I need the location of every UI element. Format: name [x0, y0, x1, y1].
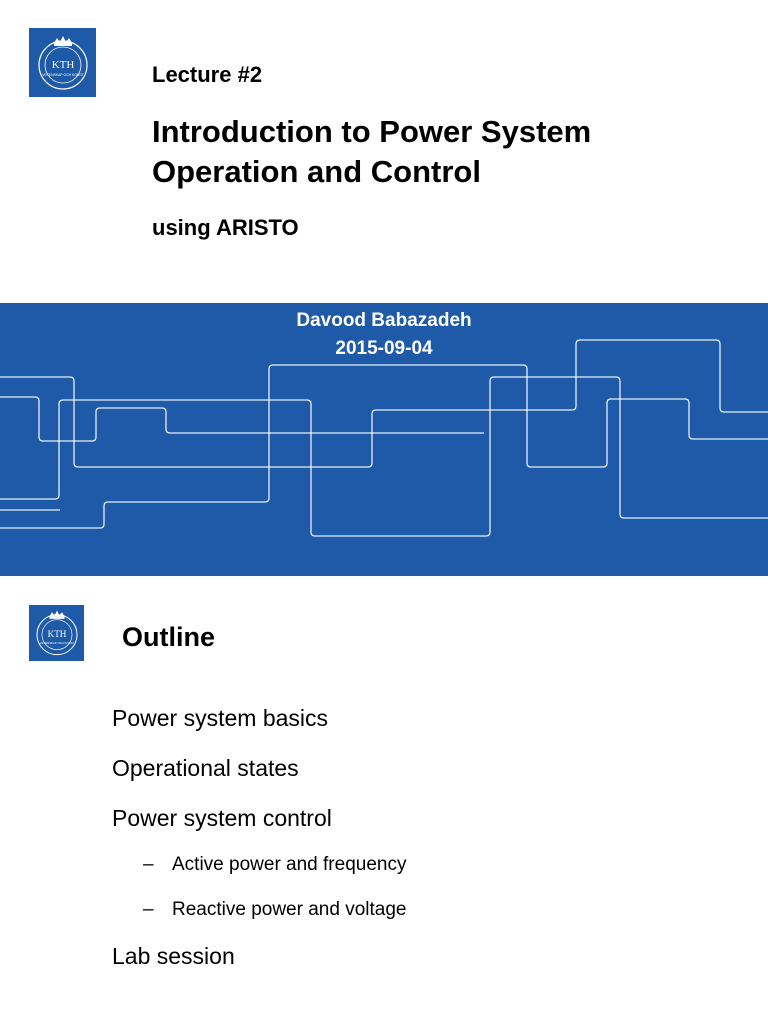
kth-logo-small — [29, 605, 84, 661]
title-line-1: Introduction to Power System — [152, 114, 592, 149]
kth-logo — [29, 28, 96, 97]
outline-item: Lab session — [112, 943, 235, 969]
title-line-2: Operation and Control — [152, 154, 481, 189]
outline-subitem — [143, 899, 406, 921]
lecture-subtitle: using ARISTO — [152, 215, 299, 240]
subitem-text: Active power and frequency — [172, 854, 407, 875]
outline-item: Operational states — [112, 755, 299, 781]
svg-text:VETENSKAP OCH KONST: VETENSKAP OCH KONST — [41, 72, 84, 77]
lecture-title — [152, 112, 732, 192]
outline-item: Power system control — [112, 805, 332, 831]
subitem-text: Reactive power and voltage — [172, 899, 407, 920]
dash-bullet: – — [143, 854, 154, 875]
svg-text:KTH: KTH — [47, 629, 66, 640]
lecture-date: 2015-09-04 — [335, 338, 433, 359]
kth-crest-icon — [33, 32, 93, 94]
dash-bullet: – — [143, 899, 154, 920]
author-name: Davood Babazadeh — [296, 310, 472, 331]
svg-text:KTH: KTH — [51, 58, 74, 71]
lecture-number: Lecture #2 — [152, 62, 263, 87]
outline-item: Power system basics — [112, 705, 329, 731]
svg-text:VETENSKAP OCH KONST: VETENSKAP OCH KONST — [39, 640, 74, 645]
outline-subitem — [143, 854, 406, 876]
outline-title: Outline — [122, 622, 215, 652]
title-banner — [0, 303, 768, 576]
kth-crest-icon — [32, 607, 82, 659]
